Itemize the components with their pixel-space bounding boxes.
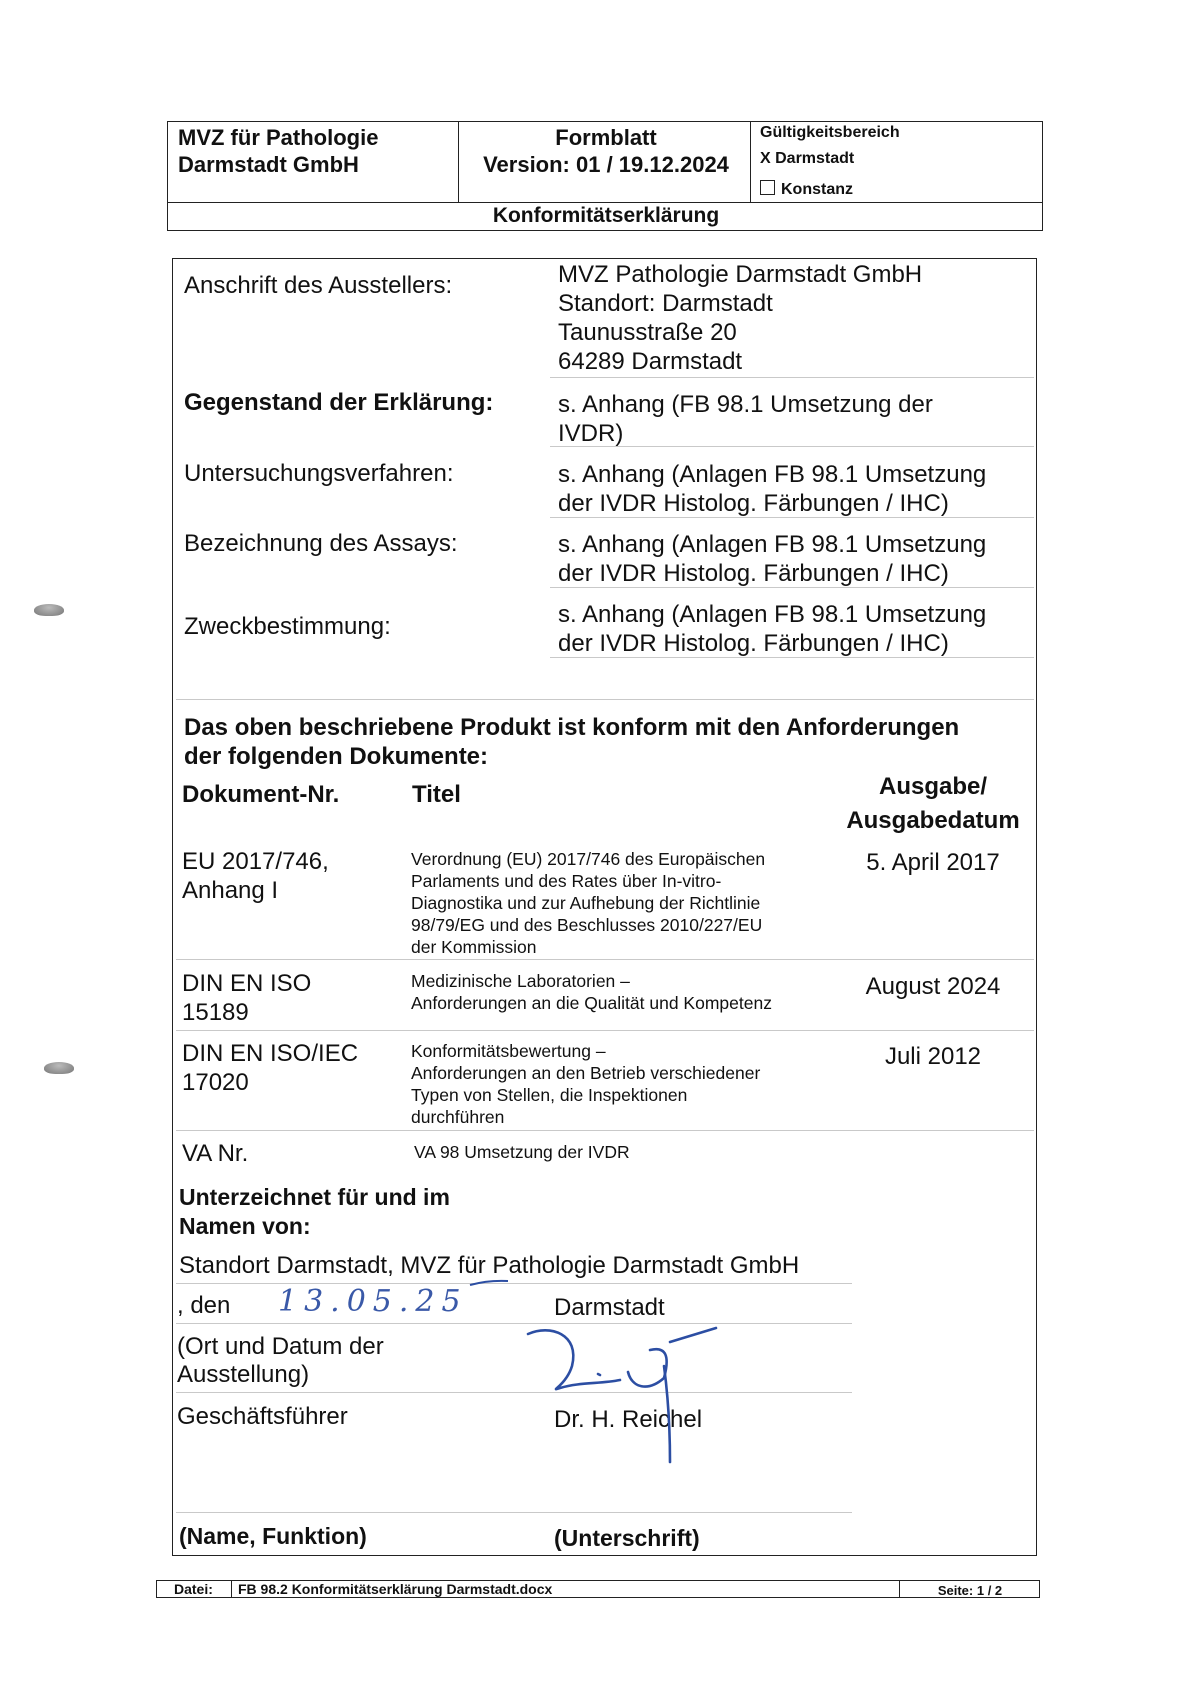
issuer-label: Anschrift des Ausstellers: (184, 272, 453, 299)
signing-entity: Standort Darmstadt, MVZ für Pathologie Darmstadt GmbH (179, 1252, 800, 1279)
column-header-issue: Ausgabe/ Ausgabedatum (846, 773, 1020, 834)
table-row-doc: DIN EN ISO/IEC 17020 (182, 1040, 359, 1096)
subject-label: Gegenstand der Erklärung: (184, 389, 494, 416)
place-date-label: (Ort und Datum der Ausstellung) (177, 1333, 384, 1388)
assay-label: Bezeichnung des Assays: (184, 530, 458, 557)
handwritten-signature-icon (520, 1326, 730, 1466)
date-prefix: , den (177, 1292, 231, 1319)
form-version: Formblatt Version: 01 / 19.12.2024 (483, 125, 729, 177)
handwritten-date: 13.05.25 (278, 1284, 468, 1319)
checkbox-unchecked-icon (760, 180, 775, 195)
purpose-label: Zweckbestimmung: (184, 613, 391, 640)
file-label: Datei: (174, 1581, 213, 1597)
signature-heading: Unterzeichnet für und im Namen von: (179, 1184, 450, 1239)
place-value: Darmstadt (554, 1294, 665, 1321)
date-flourish-icon (468, 1278, 510, 1288)
column-header-doc: Dokument-Nr. (182, 781, 340, 808)
column-header-title: Titel (412, 781, 461, 808)
document-title: Konformitätserklärung (492, 204, 720, 227)
table-row-doc: EU 2017/746, Anhang I (182, 848, 329, 904)
signature-label: (Unterschrift) (554, 1525, 700, 1551)
assay-value: s. Anhang (Anlagen FB 98.1 Umsetzung der IVDR Histolog. Färbungen / IHC) (558, 531, 987, 587)
table-row-date: August 2024 (865, 973, 1001, 1000)
file-name: FB 98.2 Konformitätserklärung Darmstadt.docx (238, 1581, 553, 1597)
table-row-doc: VA Nr. (182, 1140, 249, 1167)
procedure-value: s. Anhang (Anlagen FB 98.1 Umsetzung der IVDR Histolog. Färbungen / IHC) (558, 461, 987, 517)
issuer-address: MVZ Pathologie Darmstadt GmbH Standort: Darmstadt Taunusstraße 20 64289 Darmstadt (558, 261, 923, 375)
scope-darmstadt: X Darmstadt (760, 150, 855, 167)
table-row-date: 5. April 2017 (866, 849, 1000, 876)
scope-konstanz: Konstanz (760, 180, 853, 199)
punch-hole-mark (44, 1062, 74, 1074)
name-function-label: (Name, Funktion) (179, 1523, 367, 1549)
table-row-title: Verordnung (EU) 2017/746 des Europäischen Parlaments und des Rates über In-vitro- Diagnostika und zur Aufhebung der Richtlinie 98/79/EG und des Beschlusses 2010/227/EU der Kommission (411, 849, 766, 957)
org-name: MVZ für Pathologie Darmstadt GmbH (178, 125, 379, 177)
table-row-date: Juli 2012 (884, 1043, 982, 1070)
signer-name: Dr. H. Reichel (554, 1406, 703, 1433)
scope-title: Gültigkeitsbereich (760, 124, 900, 141)
page-number: Seite: 1 / 2 (937, 1583, 1003, 1598)
purpose-value: s. Anhang (Anlagen FB 98.1 Umsetzung der IVDR Histolog. Färbungen / IHC) (558, 601, 987, 657)
role-value: Geschäftsführer (177, 1403, 348, 1430)
procedure-label: Untersuchungsverfahren: (184, 460, 454, 487)
conformity-statement: Das oben beschriebene Produkt ist konform mit den Anforderungen der folgenden Dokumente: (184, 714, 960, 770)
table-row-title: VA 98 Umsetzung der IVDR (414, 1142, 630, 1162)
table-row-title: Konformitätsbewertung – Anforderungen an den Betrieb verschiedener Typen von Stellen, die Inspektionen durchführen (411, 1041, 761, 1127)
table-row-title: Medizinische Laboratorien – Anforderungen an die Qualität und Kompetenz (411, 971, 772, 1013)
punch-hole-mark (34, 604, 64, 616)
table-row-doc: DIN EN ISO 15189 (182, 970, 312, 1026)
subject-value: s. Anhang (FB 98.1 Umsetzung der IVDR) (558, 391, 933, 447)
